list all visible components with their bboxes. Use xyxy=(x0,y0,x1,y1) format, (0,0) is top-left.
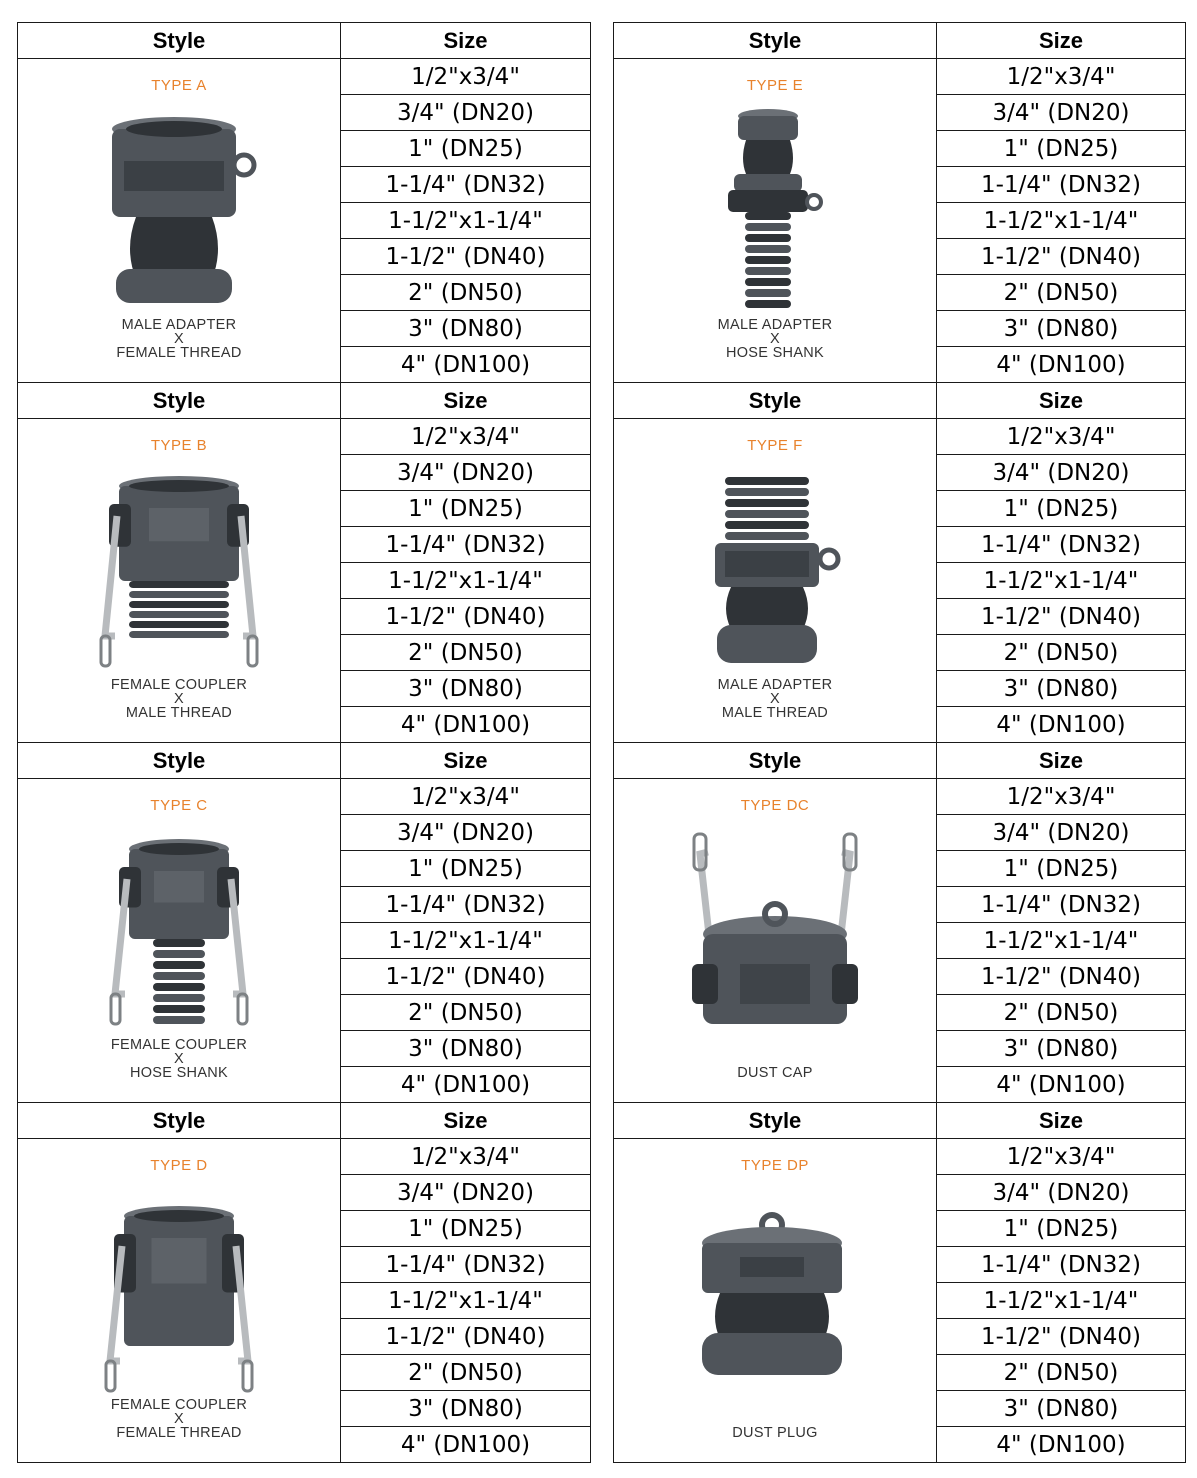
style-cell xyxy=(18,1139,341,1463)
size-cell: 1/2"x3/4" xyxy=(341,419,591,455)
size-cell: 2" (DN50) xyxy=(341,995,591,1031)
description-line: X xyxy=(174,1411,184,1427)
size-cell: 1-1/2"x1-1/4" xyxy=(341,563,591,599)
header-row xyxy=(18,383,591,419)
size-header: Size xyxy=(341,743,591,779)
description-line: MALE ADAPTER xyxy=(717,677,833,693)
size-cell: 2" (DN50) xyxy=(341,1355,591,1391)
size-cell: 4" (DN100) xyxy=(937,1427,1186,1463)
size-cell: 1-1/2" (DN40) xyxy=(937,1319,1186,1355)
size-cell: 1-1/2" (DN40) xyxy=(341,599,591,635)
description-line: HOSE SHANK xyxy=(129,1065,229,1081)
header-row xyxy=(18,23,591,59)
type-label: TYPE B xyxy=(150,437,208,454)
description-line: FEMALE COUPLER xyxy=(110,677,248,693)
size-header: Size xyxy=(937,743,1186,779)
style-header: Style xyxy=(614,743,937,779)
size-cell: 3/4" (DN20) xyxy=(341,95,591,131)
description-line: MALE THREAD xyxy=(721,705,829,721)
size-cell: 2" (DN50) xyxy=(937,635,1186,671)
product-description xyxy=(614,1066,936,1080)
size-cell: 2" (DN50) xyxy=(341,635,591,671)
size-cell: 1" (DN25) xyxy=(341,131,591,167)
description-line: DUST PLUG xyxy=(732,1425,818,1441)
size-cell: 1-1/4" (DN32) xyxy=(937,527,1186,563)
size-cell: 3/4" (DN20) xyxy=(937,95,1186,131)
size-cell: 3/4" (DN20) xyxy=(341,455,591,491)
type-label: TYPE A xyxy=(151,77,207,94)
description-line: MALE ADAPTER xyxy=(121,317,237,333)
size-cell: 1-1/2"x1-1/4" xyxy=(937,923,1186,959)
style-cell xyxy=(614,59,937,383)
header-row xyxy=(18,743,591,779)
header-row xyxy=(614,383,1186,419)
type-label: TYPE D xyxy=(150,1157,208,1174)
product-description xyxy=(18,678,340,720)
size-cell: 1-1/4" (DN32) xyxy=(341,887,591,923)
style-cell xyxy=(18,779,341,1103)
size-header: Size xyxy=(937,1103,1186,1139)
style-header: Style xyxy=(614,23,937,59)
style-header: Style xyxy=(18,383,341,419)
left-product-table xyxy=(17,22,591,1463)
size-cell: 3" (DN80) xyxy=(341,671,591,707)
female-coupler-hose-shank-icon xyxy=(18,821,340,1046)
size-cell: 1/2"x3/4" xyxy=(341,59,591,95)
header-row xyxy=(614,743,1186,779)
product-card xyxy=(614,59,936,382)
style-header: Style xyxy=(18,743,341,779)
size-cell: 1-1/4" (DN32) xyxy=(937,1247,1186,1283)
size-header: Size xyxy=(341,1103,591,1139)
female-coupler-female-thread-icon xyxy=(18,1181,340,1406)
size-cell: 4" (DN100) xyxy=(937,707,1186,743)
description-line: HOSE SHANK xyxy=(725,345,825,361)
product-card xyxy=(18,59,340,382)
dust-plug-icon xyxy=(614,1181,936,1406)
size-cell: 1" (DN25) xyxy=(937,491,1186,527)
product-description xyxy=(18,1038,340,1080)
header-row xyxy=(614,1103,1186,1139)
size-cell: 4" (DN100) xyxy=(937,347,1186,383)
size-cell: 4" (DN100) xyxy=(341,1427,591,1463)
header-row xyxy=(614,23,1186,59)
size-cell: 3/4" (DN20) xyxy=(937,1175,1186,1211)
size-cell: 3" (DN80) xyxy=(937,1031,1186,1067)
style-cell xyxy=(614,1139,937,1463)
type-label: TYPE DC xyxy=(740,797,810,814)
table-row xyxy=(614,779,1186,815)
size-cell: 1-1/4" (DN32) xyxy=(937,887,1186,923)
size-cell: 1-1/2" (DN40) xyxy=(937,959,1186,995)
style-header: Style xyxy=(614,1103,937,1139)
style-cell xyxy=(614,419,937,743)
description-line: MALE ADAPTER xyxy=(717,317,833,333)
size-cell: 3" (DN80) xyxy=(937,671,1186,707)
description-line: FEMALE COUPLER xyxy=(110,1397,248,1413)
product-description xyxy=(614,1426,936,1440)
type-label: TYPE E xyxy=(746,77,804,94)
size-cell: 1-1/2" (DN40) xyxy=(937,239,1186,275)
size-header: Size xyxy=(937,383,1186,419)
table-row xyxy=(18,419,591,455)
size-cell: 1/2"x3/4" xyxy=(341,779,591,815)
table-row xyxy=(18,779,591,815)
product-card xyxy=(614,419,936,742)
product-description xyxy=(614,318,936,360)
size-cell: 1" (DN25) xyxy=(341,1211,591,1247)
size-cell: 4" (DN100) xyxy=(341,1067,591,1103)
style-cell xyxy=(18,59,341,383)
size-header: Size xyxy=(937,23,1186,59)
size-header: Size xyxy=(341,383,591,419)
size-cell: 1/2"x3/4" xyxy=(937,779,1186,815)
description-line: DUST CAP xyxy=(737,1065,813,1081)
product-description xyxy=(614,678,936,720)
product-card xyxy=(614,779,936,1102)
description-line: FEMALE THREAD xyxy=(116,345,242,361)
dust-cap-icon xyxy=(614,821,936,1046)
size-cell: 3" (DN80) xyxy=(937,1391,1186,1427)
size-cell: 1-1/4" (DN32) xyxy=(937,167,1186,203)
size-cell: 4" (DN100) xyxy=(937,1067,1186,1103)
description-line: X xyxy=(174,331,184,347)
type-label: TYPE F xyxy=(747,437,803,454)
description-line: X xyxy=(174,691,184,707)
size-header: Size xyxy=(341,23,591,59)
style-header: Style xyxy=(18,23,341,59)
description-line: X xyxy=(174,1051,184,1067)
male-adapter-female-thread-icon xyxy=(18,101,340,326)
size-cell: 3/4" (DN20) xyxy=(341,1175,591,1211)
size-cell: 1/2"x3/4" xyxy=(937,419,1186,455)
size-cell: 3/4" (DN20) xyxy=(341,815,591,851)
size-cell: 1-1/2" (DN40) xyxy=(341,239,591,275)
size-cell: 1-1/2" (DN40) xyxy=(937,599,1186,635)
style-header: Style xyxy=(18,1103,341,1139)
right-product-table xyxy=(613,22,1186,1463)
size-cell: 1" (DN25) xyxy=(341,851,591,887)
style-header: Style xyxy=(614,383,937,419)
size-cell: 1-1/2"x1-1/4" xyxy=(937,203,1186,239)
size-cell: 1-1/2"x1-1/4" xyxy=(341,1283,591,1319)
size-cell: 3/4" (DN20) xyxy=(937,815,1186,851)
table-row xyxy=(614,1139,1186,1175)
size-cell: 1-1/2"x1-1/4" xyxy=(937,563,1186,599)
size-cell: 1-1/2"x1-1/4" xyxy=(341,923,591,959)
size-cell: 2" (DN50) xyxy=(341,275,591,311)
table-row xyxy=(18,1139,591,1175)
size-cell: 1" (DN25) xyxy=(937,851,1186,887)
type-label: TYPE DP xyxy=(741,1157,809,1174)
size-cell: 1/2"x3/4" xyxy=(937,59,1186,95)
style-cell xyxy=(18,419,341,743)
product-card xyxy=(18,779,340,1102)
size-cell: 1-1/2" (DN40) xyxy=(341,959,591,995)
size-cell: 1-1/2" (DN40) xyxy=(341,1319,591,1355)
size-cell: 1" (DN25) xyxy=(341,491,591,527)
product-description xyxy=(18,1398,340,1440)
description-line: X xyxy=(770,331,780,347)
size-cell: 2" (DN50) xyxy=(937,275,1186,311)
product-description xyxy=(18,318,340,360)
size-cell: 3" (DN80) xyxy=(341,311,591,347)
header-row xyxy=(18,1103,591,1139)
size-cell: 3" (DN80) xyxy=(341,1031,591,1067)
size-cell: 1-1/2"x1-1/4" xyxy=(341,203,591,239)
description-line: FEMALE THREAD xyxy=(116,1425,242,1441)
table-row xyxy=(614,59,1186,95)
female-coupler-male-thread-icon xyxy=(18,461,340,686)
description-line: X xyxy=(770,691,780,707)
table-row xyxy=(614,419,1186,455)
size-cell: 1" (DN25) xyxy=(937,131,1186,167)
size-cell: 1/2"x3/4" xyxy=(937,1139,1186,1175)
size-cell: 3" (DN80) xyxy=(937,311,1186,347)
size-cell: 2" (DN50) xyxy=(937,995,1186,1031)
size-cell: 1-1/4" (DN32) xyxy=(341,167,591,203)
style-cell xyxy=(614,779,937,1103)
type-label: TYPE C xyxy=(150,797,208,814)
size-cell: 3/4" (DN20) xyxy=(937,455,1186,491)
size-cell: 1" (DN25) xyxy=(937,1211,1186,1247)
male-adapter-hose-shank-icon xyxy=(614,101,936,326)
description-line: MALE THREAD xyxy=(125,705,233,721)
size-cell: 1/2"x3/4" xyxy=(341,1139,591,1175)
product-card xyxy=(18,1139,340,1462)
description-line: FEMALE COUPLER xyxy=(110,1037,248,1053)
table-row xyxy=(18,59,591,95)
size-cell: 1-1/4" (DN32) xyxy=(341,527,591,563)
product-card xyxy=(614,1139,936,1462)
male-adapter-male-thread-icon xyxy=(614,461,936,686)
size-cell: 4" (DN100) xyxy=(341,707,591,743)
product-card xyxy=(18,419,340,742)
size-cell: 2" (DN50) xyxy=(937,1355,1186,1391)
size-cell: 1-1/2"x1-1/4" xyxy=(937,1283,1186,1319)
size-cell: 1-1/4" (DN32) xyxy=(341,1247,591,1283)
size-cell: 3" (DN80) xyxy=(341,1391,591,1427)
size-cell: 4" (DN100) xyxy=(341,347,591,383)
